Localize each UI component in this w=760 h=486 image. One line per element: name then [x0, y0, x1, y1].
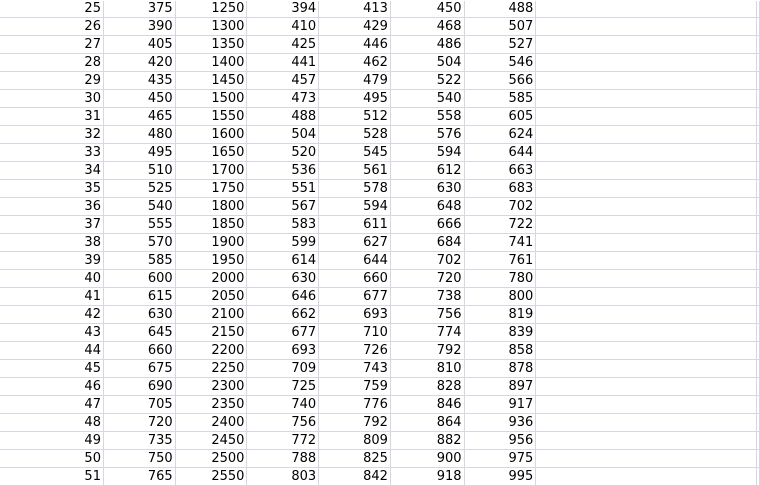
grid-cell[interactable]: 583	[247, 216, 319, 234]
grid-cell[interactable]: 2400	[175, 414, 247, 432]
grid-cell[interactable]: 1800	[175, 198, 247, 216]
grid-cell[interactable]: 410	[247, 18, 319, 36]
grid-cell[interactable]: 528	[319, 126, 391, 144]
grid-cell[interactable]: 41	[0, 288, 103, 306]
grid-cell-empty[interactable]	[536, 450, 757, 468]
grid-cell-empty[interactable]	[536, 144, 757, 162]
grid-cell[interactable]: 956	[464, 432, 536, 450]
grid-cell[interactable]: 578	[319, 180, 391, 198]
table-row	[0, 90, 760, 108]
table-row	[0, 432, 760, 450]
grid-cell-empty[interactable]	[536, 180, 757, 198]
grid-cell[interactable]: 705	[103, 396, 175, 414]
grid-cell[interactable]: 743	[319, 360, 391, 378]
grid-cell[interactable]: 693	[247, 342, 319, 360]
grid-cell[interactable]: 34	[0, 162, 103, 180]
grid-cell-empty[interactable]	[756, 288, 759, 306]
grid-cell[interactable]: 504	[390, 54, 464, 72]
grid-cell-empty[interactable]	[756, 126, 759, 144]
grid-cell-empty[interactable]	[756, 216, 759, 234]
grid-cell[interactable]: 462	[319, 54, 391, 72]
grid-cell[interactable]: 662	[247, 306, 319, 324]
grid-cell-empty[interactable]	[756, 108, 759, 126]
table-row	[0, 144, 760, 162]
grid-cell[interactable]: 615	[103, 288, 175, 306]
grid-cell[interactable]: 420	[103, 54, 175, 72]
grid-cell[interactable]: 1450	[175, 72, 247, 90]
grid-cell-empty[interactable]	[536, 108, 757, 126]
grid-cell[interactable]: 567	[247, 198, 319, 216]
grid-cell[interactable]: 51	[0, 468, 103, 486]
grid-cell-empty[interactable]	[756, 414, 759, 432]
table-row	[0, 252, 760, 270]
grid-cell[interactable]: 2250	[175, 360, 247, 378]
grid-cell[interactable]: 1300	[175, 18, 247, 36]
grid-cell-empty[interactable]	[536, 216, 757, 234]
grid-cell[interactable]: 666	[390, 216, 464, 234]
grid-cell-empty[interactable]	[536, 468, 757, 486]
grid-cell[interactable]: 2100	[175, 306, 247, 324]
grid-cell[interactable]: 585	[464, 90, 536, 108]
grid-cell[interactable]: 25	[0, 1, 103, 18]
grid-cell[interactable]: 450	[390, 1, 464, 18]
grid-cell[interactable]: 684	[390, 234, 464, 252]
grid-cell-empty[interactable]	[536, 54, 757, 72]
grid-cell[interactable]: 37	[0, 216, 103, 234]
grid-cell-empty[interactable]	[756, 360, 759, 378]
grid-cell-empty[interactable]	[756, 54, 759, 72]
grid-cell[interactable]: 40	[0, 270, 103, 288]
grid-cell[interactable]: 897	[464, 378, 536, 396]
grid-cell[interactable]: 546	[464, 54, 536, 72]
grid-cell-empty[interactable]	[756, 162, 759, 180]
grid-cell[interactable]: 917	[464, 396, 536, 414]
grid-cell-empty[interactable]	[756, 306, 759, 324]
grid-cell-empty[interactable]	[756, 252, 759, 270]
grid-cell[interactable]: 2350	[175, 396, 247, 414]
grid-cell[interactable]: 561	[319, 162, 391, 180]
grid-cell[interactable]: 803	[247, 468, 319, 486]
grid-cell-empty[interactable]	[536, 396, 757, 414]
grid-cell[interactable]: 936	[464, 414, 536, 432]
grid-cell-empty[interactable]	[756, 270, 759, 288]
grid-cell[interactable]: 612	[390, 162, 464, 180]
grid-cell[interactable]: 413	[319, 1, 391, 18]
grid-cell[interactable]: 645	[103, 324, 175, 342]
grid-cell[interactable]: 722	[464, 216, 536, 234]
grid-cell-empty[interactable]	[756, 234, 759, 252]
grid-cell[interactable]: 33	[0, 144, 103, 162]
grid-cell[interactable]: 520	[247, 144, 319, 162]
grid-cell-empty[interactable]	[756, 1, 759, 18]
grid-cell[interactable]: 780	[464, 270, 536, 288]
grid-cell[interactable]: 468	[390, 18, 464, 36]
table-row	[0, 234, 760, 252]
grid-cell[interactable]: 702	[464, 198, 536, 216]
grid-cell[interactable]: 1650	[175, 144, 247, 162]
grid-cell[interactable]: 26	[0, 18, 103, 36]
grid-cell[interactable]: 536	[247, 162, 319, 180]
grid-cell[interactable]: 525	[103, 180, 175, 198]
grid-cell[interactable]: 2050	[175, 288, 247, 306]
table-row	[0, 270, 760, 288]
grid-cell[interactable]: 2500	[175, 450, 247, 468]
grid-cell[interactable]: 504	[247, 126, 319, 144]
table-row	[0, 72, 760, 90]
grid-cell[interactable]: 486	[390, 36, 464, 54]
grid-cell[interactable]: 1400	[175, 54, 247, 72]
grid-cell[interactable]: 772	[247, 432, 319, 450]
grid-cell[interactable]: 39	[0, 252, 103, 270]
grid-cell[interactable]: 765	[103, 468, 175, 486]
grid-cell[interactable]: 32	[0, 126, 103, 144]
grid-cell-empty[interactable]	[536, 288, 757, 306]
grid-cell[interactable]: 630	[247, 270, 319, 288]
grid-cell[interactable]: 614	[247, 252, 319, 270]
grid-cell[interactable]: 819	[464, 306, 536, 324]
grid-cell[interactable]: 576	[390, 126, 464, 144]
grid-cell[interactable]: 2000	[175, 270, 247, 288]
table-row	[0, 126, 760, 144]
grid-cell[interactable]: 405	[103, 36, 175, 54]
grid-cell[interactable]: 646	[247, 288, 319, 306]
grid-cell-empty[interactable]	[536, 270, 757, 288]
grid-cell[interactable]: 878	[464, 360, 536, 378]
table-row	[0, 414, 760, 432]
table-row	[0, 216, 760, 234]
grid-cell[interactable]: 918	[390, 468, 464, 486]
grid-cell[interactable]: 1350	[175, 36, 247, 54]
grid-cell[interactable]: 690	[103, 378, 175, 396]
grid-cell-empty[interactable]	[756, 378, 759, 396]
table-row	[0, 360, 760, 378]
grid-cell[interactable]: 480	[103, 126, 175, 144]
grid-cell[interactable]: 435	[103, 72, 175, 90]
grid-cell[interactable]: 50	[0, 450, 103, 468]
grid-cell-empty[interactable]	[536, 360, 757, 378]
grid-cell[interactable]: 660	[319, 270, 391, 288]
grid-cell[interactable]: 429	[319, 18, 391, 36]
grid-cell-empty[interactable]	[756, 468, 759, 486]
grid-cell-empty[interactable]	[756, 324, 759, 342]
grid-cell[interactable]: 624	[464, 126, 536, 144]
table-row	[0, 54, 760, 72]
grid-cell[interactable]: 842	[319, 468, 391, 486]
grid-cell[interactable]: 1900	[175, 234, 247, 252]
grid-cell[interactable]: 44	[0, 342, 103, 360]
grid-cell[interactable]: 46	[0, 378, 103, 396]
grid-cell[interactable]: 1500	[175, 90, 247, 108]
grid-cell[interactable]: 27	[0, 36, 103, 54]
grid-cell[interactable]: 630	[103, 306, 175, 324]
table-row	[0, 198, 760, 216]
grid-cell-empty[interactable]	[756, 198, 759, 216]
grid-cell-empty[interactable]	[536, 234, 757, 252]
grid-cell-empty[interactable]	[536, 72, 757, 90]
grid-cell[interactable]: 750	[103, 450, 175, 468]
grid-cell[interactable]: 627	[319, 234, 391, 252]
table-row	[0, 1, 760, 18]
grid-cell[interactable]: 30	[0, 90, 103, 108]
grid-cell[interactable]: 522	[390, 72, 464, 90]
grid-cell[interactable]: 450	[103, 90, 175, 108]
grid-cell[interactable]: 38	[0, 234, 103, 252]
grid-cell[interactable]: 858	[464, 342, 536, 360]
grid-cell[interactable]: 710	[319, 324, 391, 342]
table-row	[0, 378, 760, 396]
grid-cell[interactable]: 594	[390, 144, 464, 162]
grid-cell-empty[interactable]	[756, 450, 759, 468]
grid-cell[interactable]: 510	[103, 162, 175, 180]
table-row	[0, 450, 760, 468]
grid-cell[interactable]: 558	[390, 108, 464, 126]
grid-cell-empty[interactable]	[536, 432, 757, 450]
grid-cell[interactable]: 788	[247, 450, 319, 468]
grid-cell[interactable]: 759	[319, 378, 391, 396]
grid-cell[interactable]: 756	[247, 414, 319, 432]
grid-cell[interactable]: 2300	[175, 378, 247, 396]
grid-cell[interactable]: 48	[0, 414, 103, 432]
grid-cell[interactable]: 375	[103, 1, 175, 18]
data-grid	[0, 1, 760, 486]
grid-cell[interactable]: 45	[0, 360, 103, 378]
grid-cell[interactable]: 720	[103, 414, 175, 432]
grid-cell[interactable]: 47	[0, 396, 103, 414]
grid-cell[interactable]: 42	[0, 306, 103, 324]
grid-cell[interactable]: 738	[390, 288, 464, 306]
grid-cell-empty[interactable]	[536, 252, 757, 270]
grid-cell[interactable]: 512	[319, 108, 391, 126]
grid-cell-empty[interactable]	[536, 162, 757, 180]
table-row	[0, 342, 760, 360]
grid-cell[interactable]: 605	[464, 108, 536, 126]
grid-cell[interactable]: 761	[464, 252, 536, 270]
grid-cell[interactable]: 441	[247, 54, 319, 72]
grid-cell[interactable]: 809	[319, 432, 391, 450]
grid-cell[interactable]: 2550	[175, 468, 247, 486]
table-row	[0, 396, 760, 414]
grid-cell[interactable]: 828	[390, 378, 464, 396]
grid-cell-empty[interactable]	[536, 90, 757, 108]
grid-cell[interactable]: 36	[0, 198, 103, 216]
table-row	[0, 306, 760, 324]
grid-cell[interactable]: 495	[319, 90, 391, 108]
grid-cell[interactable]: 599	[247, 234, 319, 252]
grid-cell[interactable]: 882	[390, 432, 464, 450]
table-row	[0, 324, 760, 342]
grid-cell[interactable]: 29	[0, 72, 103, 90]
grid-cell[interactable]: 1750	[175, 180, 247, 198]
grid-cell-empty[interactable]	[536, 18, 757, 36]
grid-cell[interactable]: 545	[319, 144, 391, 162]
grid-cell[interactable]: 479	[319, 72, 391, 90]
grid-cell[interactable]: 1950	[175, 252, 247, 270]
table-row	[0, 468, 760, 486]
grid-cell[interactable]: 741	[464, 234, 536, 252]
table-row	[0, 108, 760, 126]
grid-cell[interactable]: 683	[464, 180, 536, 198]
grid-cell[interactable]: 49	[0, 432, 103, 450]
grid-cell[interactable]: 800	[464, 288, 536, 306]
grid-cell[interactable]: 446	[319, 36, 391, 54]
grid-cell[interactable]: 839	[464, 324, 536, 342]
table-row	[0, 36, 760, 54]
grid-cell[interactable]: 540	[390, 90, 464, 108]
grid-cell[interactable]: 720	[390, 270, 464, 288]
grid-cell[interactable]: 1700	[175, 162, 247, 180]
grid-cell-empty[interactable]	[756, 342, 759, 360]
grid-cell[interactable]: 675	[103, 360, 175, 378]
grid-cell[interactable]: 465	[103, 108, 175, 126]
grid-cell[interactable]: 527	[464, 36, 536, 54]
grid-cell[interactable]: 756	[390, 306, 464, 324]
grid-cell[interactable]: 740	[247, 396, 319, 414]
grid-cell[interactable]: 644	[319, 252, 391, 270]
grid-cell[interactable]: 725	[247, 378, 319, 396]
table-row	[0, 288, 760, 306]
grid-cell[interactable]: 2200	[175, 342, 247, 360]
grid-cell-empty[interactable]	[756, 432, 759, 450]
grid-cell[interactable]: 774	[390, 324, 464, 342]
grid-cell[interactable]: 846	[390, 396, 464, 414]
grid-cell[interactable]: 648	[390, 198, 464, 216]
grid-cell[interactable]: 735	[103, 432, 175, 450]
grid-cell[interactable]: 810	[390, 360, 464, 378]
grid-cell[interactable]: 31	[0, 108, 103, 126]
grid-cell[interactable]: 792	[390, 342, 464, 360]
grid-cell[interactable]: 488	[464, 1, 536, 18]
grid-cell[interactable]: 630	[390, 180, 464, 198]
grid-cell[interactable]: 1600	[175, 126, 247, 144]
table-row	[0, 180, 760, 198]
grid-cell-empty[interactable]	[756, 18, 759, 36]
grid-cell[interactable]: 43	[0, 324, 103, 342]
grid-cell-empty[interactable]	[536, 324, 757, 342]
grid-cell-empty[interactable]	[536, 306, 757, 324]
grid-cell[interactable]: 2450	[175, 432, 247, 450]
grid-cell[interactable]: 726	[319, 342, 391, 360]
grid-cell-empty[interactable]	[756, 396, 759, 414]
grid-cell[interactable]: 1550	[175, 108, 247, 126]
grid-cell[interactable]: 1250	[175, 1, 247, 18]
grid-cell[interactable]: 825	[319, 450, 391, 468]
grid-cell[interactable]: 594	[319, 198, 391, 216]
grid-cell-empty[interactable]	[536, 378, 757, 396]
grid-cell-empty[interactable]	[756, 180, 759, 198]
grid-cell-empty[interactable]	[536, 36, 757, 54]
grid-cell-empty[interactable]	[536, 198, 757, 216]
grid-cell[interactable]: 2150	[175, 324, 247, 342]
grid-cell-empty[interactable]	[756, 72, 759, 90]
grid-cell[interactable]: 693	[319, 306, 391, 324]
grid-cell[interactable]: 585	[103, 252, 175, 270]
grid-cell[interactable]: 473	[247, 90, 319, 108]
grid-cell-empty[interactable]	[536, 342, 757, 360]
grid-cell-empty[interactable]	[756, 90, 759, 108]
grid-cell-empty[interactable]	[536, 414, 757, 432]
grid-cell[interactable]: 390	[103, 18, 175, 36]
grid-cell[interactable]: 975	[464, 450, 536, 468]
grid-cell-empty[interactable]	[536, 126, 757, 144]
grid-cell[interactable]: 35	[0, 180, 103, 198]
table-row	[0, 162, 760, 180]
grid-cell[interactable]: 495	[103, 144, 175, 162]
grid-cell[interactable]: 776	[319, 396, 391, 414]
grid-cell[interactable]: 551	[247, 180, 319, 198]
grid-cell[interactable]: 644	[464, 144, 536, 162]
table-row	[0, 18, 760, 36]
grid-cell[interactable]: 677	[319, 288, 391, 306]
grid-cell-empty[interactable]	[756, 36, 759, 54]
grid-cell[interactable]: 540	[103, 198, 175, 216]
grid-cell[interactable]: 507	[464, 18, 536, 36]
grid-cell[interactable]: 660	[103, 342, 175, 360]
grid-cell[interactable]: 864	[390, 414, 464, 432]
grid-cell[interactable]: 611	[319, 216, 391, 234]
grid-cell[interactable]: 425	[247, 36, 319, 54]
grid-cell[interactable]: 394	[247, 1, 319, 18]
grid-cell[interactable]: 488	[247, 108, 319, 126]
grid-cell[interactable]: 995	[464, 468, 536, 486]
grid-cell[interactable]: 457	[247, 72, 319, 90]
grid-cell[interactable]: 709	[247, 360, 319, 378]
grid-cell[interactable]: 792	[319, 414, 391, 432]
grid-cell[interactable]: 663	[464, 162, 536, 180]
grid-cell[interactable]: 28	[0, 54, 103, 72]
grid-cell[interactable]: 1850	[175, 216, 247, 234]
grid-cell[interactable]: 702	[390, 252, 464, 270]
grid-cell[interactable]: 570	[103, 234, 175, 252]
grid-cell[interactable]: 600	[103, 270, 175, 288]
grid-cell-empty[interactable]	[756, 144, 759, 162]
grid-cell[interactable]: 900	[390, 450, 464, 468]
grid-cell[interactable]: 555	[103, 216, 175, 234]
grid-cell[interactable]: 677	[247, 324, 319, 342]
grid-cell[interactable]: 566	[464, 72, 536, 90]
grid-cell-empty[interactable]	[536, 1, 757, 18]
